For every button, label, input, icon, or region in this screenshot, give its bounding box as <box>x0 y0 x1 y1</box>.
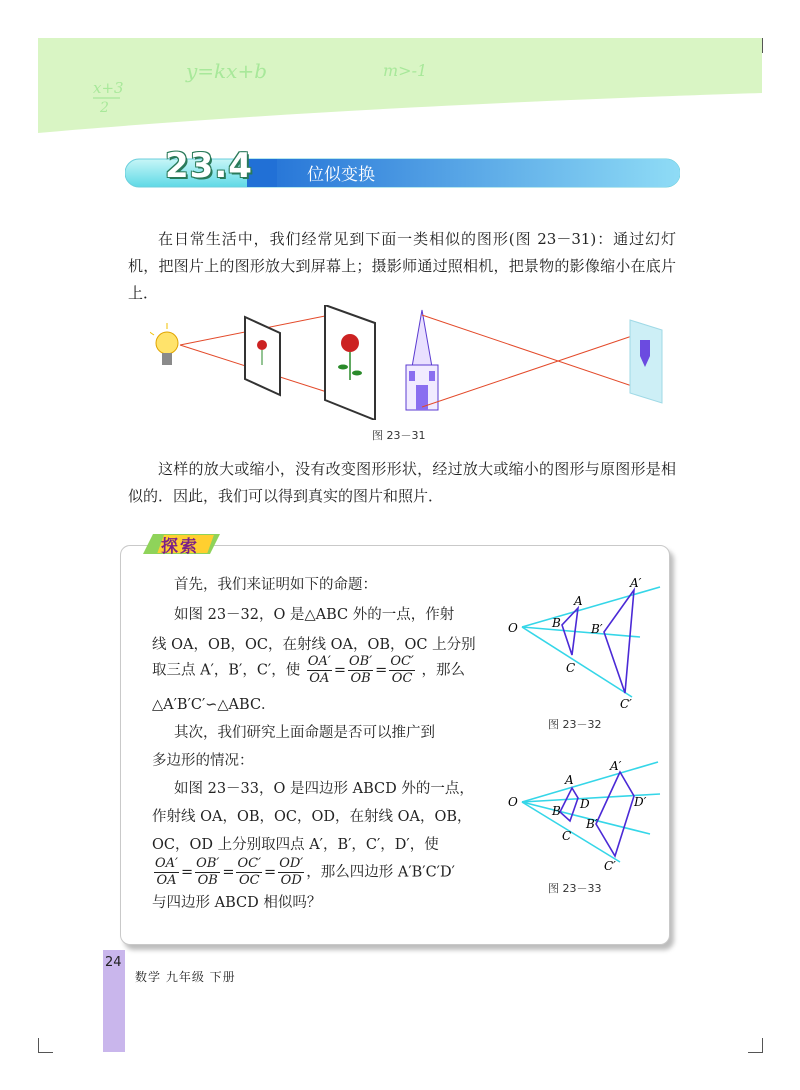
explore-line-4-prefix: 取三点 A′，B′，C′，使 <box>152 662 301 679</box>
label-B: B <box>552 804 561 818</box>
explore-label: 探索 <box>161 537 199 557</box>
intro-paragraph: 在日常生活中，我们经常见到下面一类相似的图形(图 23－31)：通过幻灯机，把图片上的图形放大到屏幕上；摄影师通过照相机，把景物的影像缩小在底片上． <box>128 230 676 302</box>
label-C: C <box>562 829 572 843</box>
fraction-ob: $\frac{OB'}{OB}$ <box>348 654 373 686</box>
label-A: A <box>574 594 583 608</box>
label-B-prime: B′ <box>586 817 598 831</box>
explore-line-5: △A′B′C′∽△ABC． <box>152 697 276 713</box>
section-title: 位似变换 <box>307 165 375 185</box>
explore-line-8: 如图 23－33，O 是四边形 ABCD 外的一点， <box>174 781 474 797</box>
light-bulb-icon <box>150 323 178 365</box>
explore-line-10: OC，OD 上分别取四点 A′，B′，C′，D′，使 <box>152 837 439 853</box>
explore-line-11: $\frac{OA'}{OA}$ = $\frac{OB'}{OB}$ = $\frac{OC'}{OC}$ = $\frac{OD'}{OD}$ ，那么四边形 A′B′C′D′ <box>155 856 455 888</box>
crop-mark-bottom-right <box>748 1038 763 1053</box>
fraction-oc: $\frac{OC'}{OC}$ <box>390 654 414 686</box>
label-C-prime: C′ <box>604 859 616 873</box>
section-number: 23.4 <box>165 146 253 186</box>
band-formula-3: m>-1 <box>383 61 428 80</box>
explore-line-2: 如图 23－32，O 是△ABC 外的一点，作射 <box>174 607 455 623</box>
explore-line-3: 线 OA，OB，OC，在射线 OA，OB，OC 上分别 <box>152 637 476 653</box>
label-B: B <box>552 616 561 630</box>
explore-line-11-suffix: ，那么四边形 A′B′C′D′ <box>306 864 455 881</box>
page-number: 24 <box>105 955 122 970</box>
label-C: C <box>566 661 576 675</box>
crop-mark-bottom-left <box>38 1038 53 1053</box>
figure-23-32-triangles <box>500 575 665 710</box>
explore-line-6: 其次，我们研究上面命题是否可以推广到 <box>174 725 435 741</box>
label-B-prime: B′ <box>591 622 603 636</box>
explore-line-9: 作射线 OA，OB，OC，OD，在射线 OA，OB， <box>152 809 472 825</box>
svg-text:2: 2 <box>100 100 109 116</box>
figure-23-31-projection <box>150 305 670 420</box>
church-icon <box>406 310 438 410</box>
explore-line-1: 首先，我们来证明如下的命题： <box>174 577 377 593</box>
label-O: O <box>508 621 518 635</box>
followup-paragraph: 这样的放大或缩小，没有改变图形形状，经过放大或缩小的图形与原图形是相似的．因此，我们可以得到真实的图片和照片． <box>128 460 676 505</box>
header-decorative-band <box>38 38 762 138</box>
book-title: 数学 九年级 下册 <box>135 970 236 984</box>
label-O: O <box>508 795 518 809</box>
explore-line-4 <box>152 654 465 687</box>
label-D: D <box>580 797 590 811</box>
label-C-prime: C′ <box>620 697 632 710</box>
fraction-oa: $\frac{OA'}{OA}$ <box>155 856 178 888</box>
figure-23-32-caption: 图 23－32 <box>548 718 602 731</box>
equals-sign: = <box>333 662 346 679</box>
figure-23-33-caption: 图 23－33 <box>548 882 602 895</box>
figure-23-31-caption: 图 23－31 <box>372 429 426 442</box>
fraction-oc: $\frac{OC'}{OC}$ <box>237 856 262 888</box>
label-A-prime: A′ <box>610 760 622 773</box>
band-formula-2: y=kx+b <box>186 59 268 83</box>
label-A-prime: A′ <box>630 576 642 590</box>
fraction-ob: $\frac{OB'}{OB}$ <box>196 856 220 888</box>
band-formula-1: x+3 <box>93 79 124 97</box>
label-A: A <box>565 773 574 787</box>
label-D-prime: D′ <box>634 795 647 809</box>
equals-sign: = <box>375 662 388 679</box>
explore-line-7: 多边形的情况： <box>152 753 254 769</box>
fraction-od: $\frac{OD'}{OD}$ <box>279 856 304 888</box>
explore-line-4-suffix: ，那么 <box>421 662 465 679</box>
figure-23-33-quadrilaterals <box>500 760 665 878</box>
explore-line-12: 与四边形 ABCD 相似吗？ <box>152 895 322 911</box>
fraction-oa: $\frac{OA'}{OA}$ <box>307 654 331 686</box>
